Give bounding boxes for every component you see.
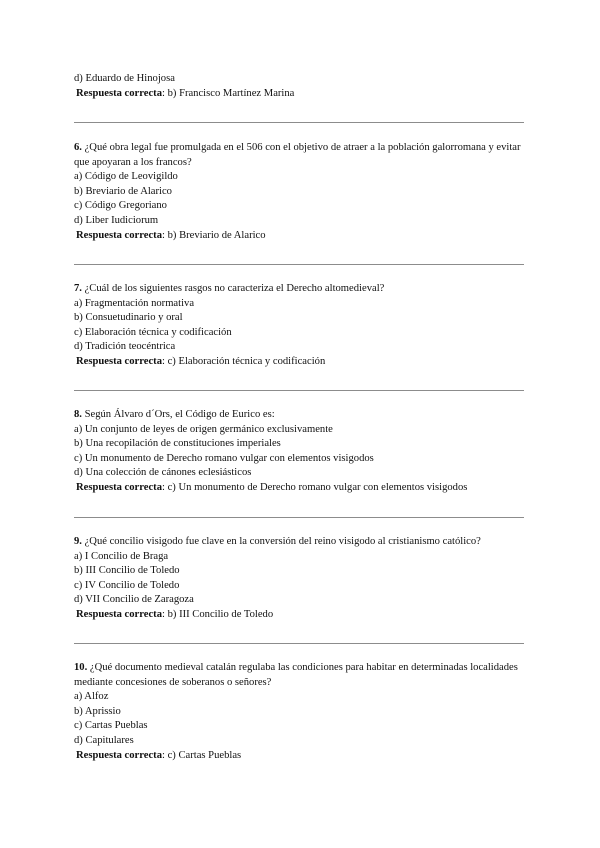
correct-answer-value: : c) Cartas Pueblas [162, 749, 242, 761]
option-b: b) Breviario de Alarico [74, 185, 172, 197]
question-6 [74, 141, 529, 243]
question-10 [74, 661, 529, 763]
correct-answer [76, 481, 529, 496]
option-c: c) Código Gregoriano [74, 200, 167, 212]
option-a: a) Fragmentación normativa [74, 297, 195, 309]
option-b: b) III Concilio de Toledo [74, 565, 180, 577]
question-text [74, 661, 529, 690]
option-c: c) Cartas Pueblas [74, 720, 148, 732]
divider [74, 264, 524, 265]
question-body: Según Álvaro d´Ors, el Código de Eurico es: [81, 409, 275, 420]
question-body: ¿Qué obra legal fue promulgada en el 506 con el objetivo de atraer a la población galorromana y evitar que apoyaran a los francos? [74, 142, 521, 168]
option-d: d) Una colección de cánones eclesiásticos [74, 467, 252, 479]
correct-answer-label: Respuesta correcta [76, 87, 162, 99]
option-b: b) Una recopilación de constituciones imperiales [74, 438, 281, 450]
correct-answer [76, 229, 529, 244]
question-text [74, 141, 529, 170]
question-8 [74, 408, 529, 496]
divider [74, 390, 524, 391]
option-d: d) Eduardo de Hinojosa [74, 73, 175, 84]
correct-answer-value: : b) Breviario de Alarico [162, 229, 266, 241]
question-body: ¿Qué documento medieval catalán regulaba las condiciones para habitar en determinadas localidades mediante concesiones de soberanos o señores? [74, 662, 518, 688]
question-number: 9. [74, 536, 82, 547]
question-body: ¿Qué concilio visigodo fue clave en la conversión del reino visigodo al cristianismo católico? [81, 536, 481, 547]
option-c: c) Elaboración técnica y codificación [74, 326, 232, 338]
question-7 [74, 282, 529, 370]
question-number: 6. [74, 142, 82, 153]
divider [74, 643, 524, 644]
option-d: d) VII Concilio de Zaragoza [74, 594, 194, 606]
question-5-tail [74, 72, 529, 101]
option-a: a) Un conjunto de leyes de origen germánico exclusivamente [74, 423, 333, 435]
option-a: a) Código de Leovigildo [74, 171, 178, 183]
correct-answer-label: Respuesta correcta [76, 749, 162, 761]
question-body: ¿Cuál de los siguientes rasgos no caracteriza el Derecho altomedieval? [81, 283, 385, 294]
question-text [74, 408, 529, 423]
question-9 [74, 535, 529, 623]
correct-answer-label: Respuesta correcta [76, 229, 162, 241]
option-a: a) Alfoz [74, 691, 109, 703]
divider [74, 122, 524, 123]
option-b: b) Aprissio [74, 705, 121, 717]
option-b: b) Consuetudinario y oral [74, 312, 183, 324]
question-text [74, 535, 529, 550]
correct-answer-label: Respuesta correcta [76, 481, 162, 493]
option-c: c) Un monumento de Derecho romano vulgar con elementos visigodos [74, 452, 374, 464]
option-d: d) Tradición teocéntrica [74, 341, 176, 353]
correct-answer-label: Respuesta correcta [76, 608, 162, 620]
question-number: 10. [74, 662, 88, 673]
divider [74, 517, 524, 518]
correct-answer [76, 355, 529, 370]
question-number: 8. [74, 409, 82, 420]
option-d: d) Liber Iudiciorum [74, 214, 159, 226]
option-c: c) IV Concilio de Toledo [74, 579, 180, 591]
correct-answer-label: Respuesta correcta [76, 355, 162, 367]
option-a: a) I Concilio de Braga [74, 550, 169, 562]
correct-answer-value: : c) Elaboración técnica y codificación [162, 355, 326, 367]
option-d: d) Capitulares [74, 734, 134, 746]
correct-answer-value: : b) III Concilio de Toledo [162, 608, 274, 620]
correct-answer [76, 749, 529, 764]
correct-answer-value: : c) Un monumento de Derecho romano vulgar con elementos visigodos [162, 481, 468, 493]
question-text [74, 282, 529, 297]
correct-answer [76, 608, 529, 623]
correct-answer-value: : b) Francisco Martínez Marina [162, 87, 295, 99]
question-number: 7. [74, 283, 82, 294]
correct-answer [76, 87, 529, 102]
